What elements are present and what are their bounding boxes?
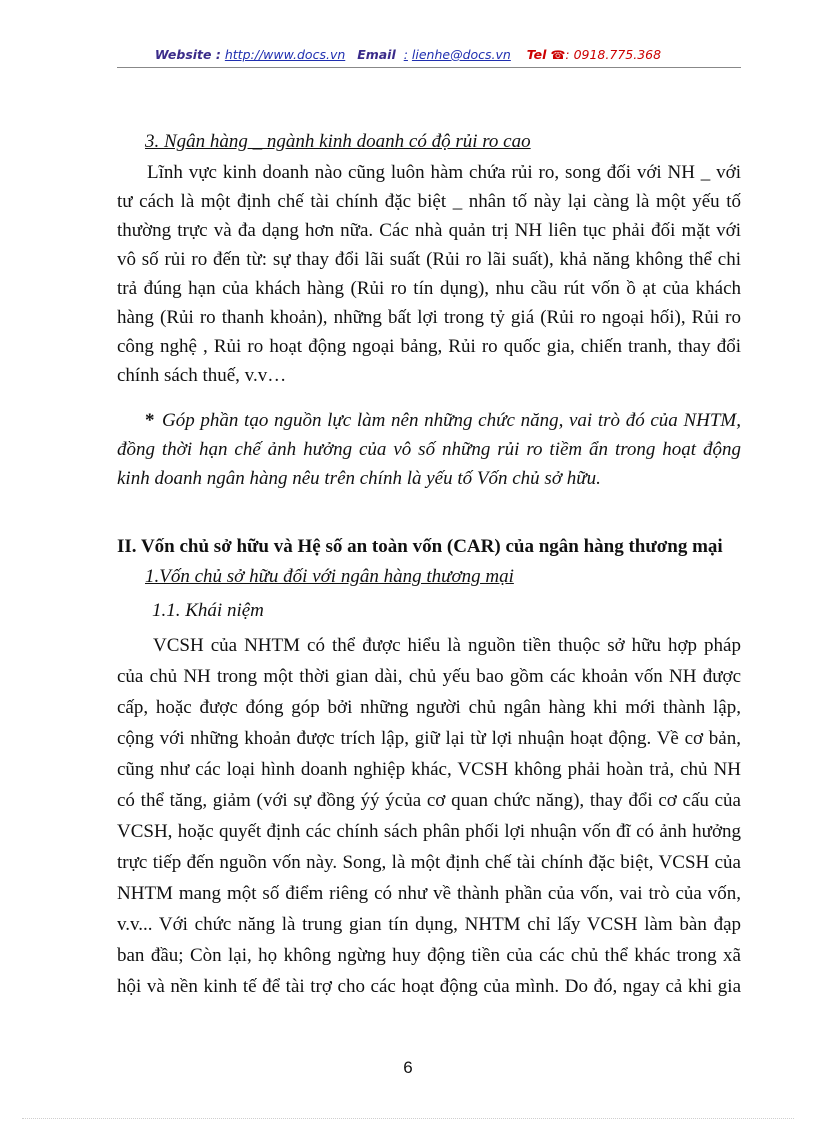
note-line-1: Góp phần tạo nguồn lực làm nên những chức năng, vai trò đó của NHTM, — [162, 410, 741, 431]
concept-line-8: trực tiếp đến nguồn vốn này. Song, là một định chế tài chính đặc biệt, VCSH của — [117, 852, 741, 873]
concept-line-10: v.v... Với chức năng là trung gian tín dụng, NHTM chỉ lấy VCSH làm bàn đạp — [117, 914, 741, 935]
note-line-3: kinh doanh ngân hàng nêu trên chính là yếu tố Vốn chủ sở hữu. — [117, 468, 601, 489]
email-label: Email — [357, 47, 396, 62]
footer-divider — [22, 1118, 794, 1119]
concept-line-5: cũng như các loại hình doanh nghiệp khác, VCSH không phải hoàn trả, chủ NH — [117, 759, 741, 780]
website-link[interactable]: http://www.docs.vn — [224, 47, 346, 62]
tel-label: Tel — [526, 47, 547, 62]
section-3-line-2: tư cách là một định chế tài chính đặc biệt _ nhân tố này lại càng là một yếu tố — [117, 191, 741, 212]
concept-line-3: cấp, hoặc được đóng góp bởi những người chủ ngân hàng khi mới thành lập, — [117, 697, 741, 718]
page-header — [0, 47, 816, 62]
section-3-line-4: vô số rủi ro đến từ: sự thay đổi lãi suất (Rủi ro lãi suất), khả năng không thể chi — [117, 249, 741, 270]
section-3-line-3: thường trực và đa dạng hơn nữa. Các nhà quản trị NH liên tục phải đối mặt với — [117, 220, 741, 241]
section-3-line-6: hàng (Rủi ro thanh khoản), những bất lợi trong tỷ giá (Rủi ro ngoại hối), Rủi ro — [117, 307, 741, 328]
concept-line-7: VCSH, hoặc quyết định các chính sách phân phối lợi nhuận vốn đĩ có ảnh hưởng — [117, 821, 741, 842]
page-number: 6 — [403, 1058, 413, 1077]
email-separator: : — [403, 47, 408, 62]
section-3-line-1: Lĩnh vực kinh doanh nào cũng luôn hàm chứa rủi ro, song đối với NH _ với — [147, 162, 741, 183]
concept-line-1: VCSH của NHTM có thể được hiểu là nguồn tiền thuộc sở hữu hợp pháp — [153, 635, 741, 656]
section-II-heading: II. Vốn chủ sở hữu và Hệ số an toàn vốn (CAR) của ngân hàng thương mại — [117, 536, 723, 557]
section-3-line-7: công nghệ , Rủi ro hoạt động ngoại bảng, Rủi ro quốc gia, chiến tranh, thay đổi — [117, 336, 741, 357]
phone-icon: ☎ — [550, 48, 566, 62]
note-star: * — [145, 410, 155, 431]
section-3-line-8: chính sách thuế, v.v… — [117, 365, 287, 386]
concept-line-4: cộng với những khoản được trích lập, giữ lại từ lợi nhuận hoạt động. Về cơ bản, — [117, 728, 741, 749]
concept-line-9: NHTM mang một số điểm riêng có như về thành phần của vốn, vai trò của vốn, — [117, 883, 741, 904]
email-link[interactable]: lienhe@docs.vn — [411, 47, 511, 62]
section-1-heading: 1.Vốn chủ sở hữu đối với ngân hàng thương mại — [145, 566, 514, 587]
concept-line-2: của chủ NH trong một thời gian dài, chủ yếu bao gồm các khoản vốn NH được — [117, 666, 741, 687]
section-3-line-5: trả đúng hạn của khách hàng (Rủi ro tín dụng), nhu cầu rút vốn ồ ạt của khách — [117, 278, 741, 299]
concept-line-6: có thể tăng, giảm (với sự đồng ýý ýcủa cơ quan chức năng), thay đổi cơ cấu của — [117, 790, 741, 811]
section-3-heading: 3. Ngân hàng _ ngành kinh doanh có độ rủi ro cao — [145, 131, 531, 152]
website-label: Website : — [154, 47, 221, 62]
section-1-1-heading: 1.1. Khái niệm — [152, 600, 264, 621]
concept-line-12: hội và nền kinh tế để tài trợ cho các hoạt động của mình. Do đó, ngay cả khi gia — [117, 976, 741, 997]
concept-line-11: ban đầu; Còn lại, họ không ngừng huy động tiền của các chủ thể khác trong xã — [117, 945, 741, 966]
header-divider — [117, 67, 741, 68]
phone-number: : 0918.775.368 — [565, 47, 662, 62]
note-line-2: đồng thời hạn chế ảnh hưởng của vô số những rủi ro tiềm ẩn trong hoạt động — [117, 439, 741, 460]
